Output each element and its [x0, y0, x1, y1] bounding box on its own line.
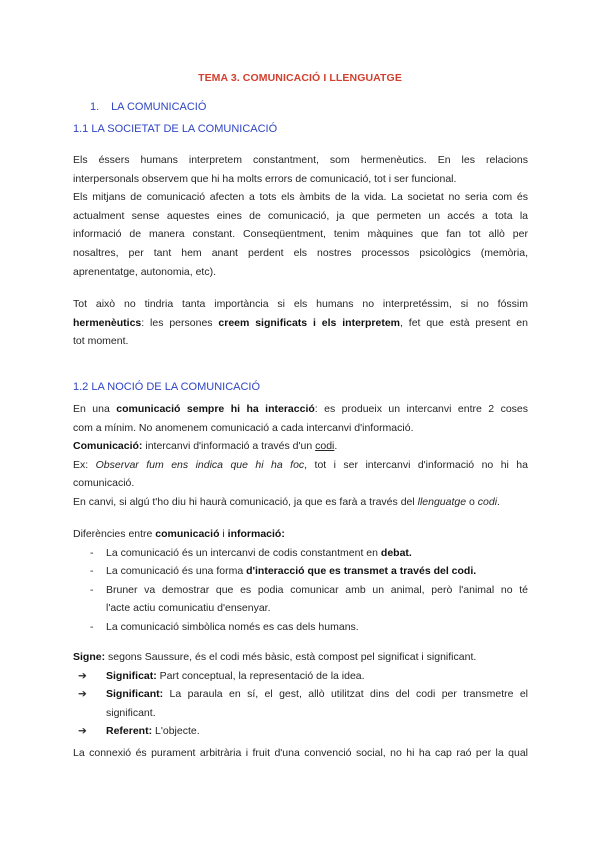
text-span: En canvi, si algú t'ho diu hi haurà comunicació, ja que es farà a través del [73, 495, 418, 508]
bold-term: Significant: [106, 688, 164, 701]
arrow-list-item [73, 667, 528, 686]
text-line: comunicació. [73, 477, 135, 490]
text-line: La connexió és purament arbitrària i fruit d'una convenció social, no hi ha cap raó per la qual [73, 747, 528, 759]
arrow-list-item [73, 685, 528, 722]
text-line [73, 400, 528, 419]
arrow-right-icon: ➔ [78, 688, 87, 701]
section-number: 1. [90, 101, 100, 113]
text-span: intercanvi d'informació a través d'un [142, 440, 316, 453]
text-line: Els éssers humans interpretem constantment, som hermenèutics. En les relacions [73, 154, 528, 166]
text-line: tot moment. [73, 335, 129, 348]
list-item [73, 544, 528, 563]
bold-term: debat. [380, 546, 412, 559]
text-line: significant. [106, 706, 156, 719]
text-line: actualment sense aquestes eines de comunicació, ja que permeten un accés a tota la [73, 209, 528, 222]
document-title: TEMA 3. COMUNICACIÓ I LLENGUATGE [198, 72, 402, 84]
italic-term: llenguatge [417, 495, 467, 508]
text-span: . [334, 440, 338, 453]
text-line [106, 685, 528, 704]
text-line: interpersonals observem que hi ha molts errors de comunicació, tot i ser funcional. [73, 172, 457, 185]
bold-term: Comunicació: [73, 440, 143, 453]
text-span: L'objecte. [152, 725, 200, 738]
text-span: Ex: [73, 458, 96, 471]
text-span: . [497, 495, 500, 508]
text-line: l'acte actiu comunicatiu d'ensenyar. [106, 602, 271, 615]
text-line: informació de manera constant. Conseqüentment, tenim màquines que fan tot allò per [73, 228, 528, 241]
text-span: o [466, 495, 478, 508]
definition-line [73, 437, 528, 456]
subsection-heading-1-2: 1.2 LA NOCIÓ DE LA COMUNICACIÓ [73, 381, 261, 393]
paragraph-nocio [73, 400, 528, 512]
text-span: , fet que està present en [400, 316, 528, 329]
text-line: aprenentatge, autonomia, etc). [73, 265, 217, 278]
bold-term: d'interacció que es transmet a través del codi. [246, 565, 477, 578]
italic-example: Observar fum ens indica que hi ha foc [95, 458, 305, 471]
section-heading-1 [90, 101, 206, 113]
text-line: - Bruner va demostrar que es podia comunicar amb un animal, però l'animal no té [106, 583, 528, 596]
arrow-right-icon: ➔ [78, 725, 87, 738]
bold-term: comunicació sempre hi ha interacció [116, 403, 315, 415]
text-span: La paraula en sí, el gest, allò utilitzat dins del codi per transmetre el [163, 688, 528, 701]
text-span: : les persones [141, 316, 219, 329]
signe-definition [73, 648, 528, 667]
text-line: com a mínim. No anomenem comunicació a cada intercanvi d'informació. [73, 421, 414, 434]
text-span: , tot i ser intercanvi d'informació no hi ha [304, 458, 528, 471]
bold-term: comunicació [155, 528, 220, 540]
list-item [73, 562, 528, 581]
bold-term: Significat: [106, 669, 157, 682]
bold-term: hermenèutics [73, 316, 142, 329]
differences-intro [73, 525, 528, 544]
text-span: La comunicació és una forma [106, 565, 247, 578]
list-item [73, 618, 528, 637]
bold-term: creem significats i els interpretem [218, 316, 401, 329]
text-span: Part conceptual, la representació de la idea. [156, 669, 365, 682]
text-line: nosaltres, per tant hem anant perdent els nostres processos psicològics (memòria, [73, 246, 528, 259]
paragraph-connexio [73, 744, 528, 763]
text-span: En una [73, 403, 117, 415]
section-label: LA COMUNICACIÓ [111, 101, 207, 113]
differences-section [73, 525, 528, 637]
text-span: Diferències entre [73, 528, 156, 540]
text-span: segons Saussure, és el codi més bàsic, està compost pel significat i significant. [105, 651, 477, 663]
arrow-right-icon: ➔ [78, 669, 87, 682]
text-span: La comunicació és un intercanvi de codis constantment en [106, 546, 381, 559]
text-span: La comunicació simbòlica només es cas dels humans. [106, 620, 359, 633]
italic-term: codi [477, 495, 498, 508]
paragraph-hermeneutics [73, 295, 528, 351]
subsection-heading-1-1: 1.1 LA SOCIETAT DE LA COMUNICACIÓ [73, 123, 278, 135]
paragraph-societat [73, 151, 528, 281]
text-line: Tot això no tindria tanta importància si els humans no interpretéssim, si no fóssim [73, 298, 528, 310]
text-span: : es produeix un intercanvi entre 2 coses [314, 403, 528, 415]
arrow-list-item [73, 722, 528, 741]
underlined-term: codi [315, 440, 335, 453]
text-line: Els mitjans de comunicació afecten a tots els àmbits de la vida. La societat no seria com és [73, 191, 528, 204]
bold-term: Referent: [106, 725, 153, 738]
text-line [73, 314, 528, 333]
list-item [73, 581, 528, 618]
bold-term: informació: [227, 528, 285, 540]
signe-section [73, 648, 528, 741]
text-line [73, 493, 528, 512]
example-line [73, 456, 528, 475]
bold-term: Signe: [73, 651, 106, 663]
text-span: i [219, 528, 228, 540]
